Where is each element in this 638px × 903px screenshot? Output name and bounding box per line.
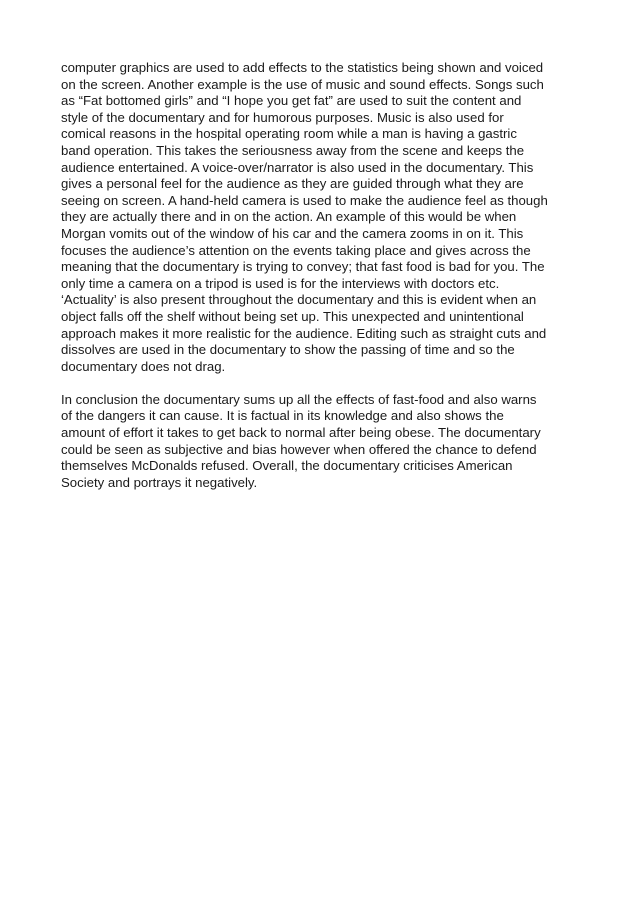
text-line: as “Fat bottomed girls” and “I hope you get fat” are used to suit the content and xyxy=(61,93,522,109)
text-line: ‘Actuality’ is also present throughout the documentary and this is evident when an xyxy=(61,292,537,308)
body-paragraph xyxy=(61,60,591,375)
text-line: In conclusion the documentary sums up all the effects of fast-food and also warns xyxy=(61,391,537,407)
text-line: Society and portrays it negatively. xyxy=(61,474,258,490)
text-line: Morgan vomits out of the window of his car and the camera zooms in on it. This xyxy=(61,225,524,241)
text-line: only time a camera on a tripod is used is for the interviews with doctors etc. xyxy=(61,275,500,291)
text-line: meaning that the documentary is trying to convey; that fast food is bad for you. The xyxy=(61,259,545,275)
paragraph-spacer xyxy=(61,375,591,392)
text-line: gives a personal feel for the audience as they are guided through what they are xyxy=(61,176,524,192)
text-line: dissolves are used in the documentary to show the passing of time and so the xyxy=(61,342,515,358)
text-line: seeing on screen. A hand-held camera is used to make the audience feel as though xyxy=(61,192,548,208)
document-page xyxy=(61,60,591,491)
conclusion-paragraph xyxy=(61,392,591,492)
text-line: themselves McDonalds refused. Overall, the documentary criticises American xyxy=(61,458,513,474)
text-line: could be seen as subjective and bias however when offered the chance to defend xyxy=(61,441,537,457)
text-line: on the screen. Another example is the use of music and sound effects. Songs such xyxy=(61,76,544,92)
text-line: of the dangers it can cause. It is factual in its knowledge and also shows the xyxy=(61,408,504,424)
text-line: computer graphics are used to add effects to the statistics being shown and voiced xyxy=(61,60,544,75)
text-line: style of the documentary and for humorous purposes. Music is also used for xyxy=(61,109,504,125)
text-line: comical reasons in the hospital operating room while a man is having a gastric xyxy=(61,126,517,142)
text-line: documentary does not drag. xyxy=(61,358,226,374)
text-line: approach makes it more realistic for the audience. Editing such as straight cuts and xyxy=(61,325,547,341)
text-line: they are actually there and in on the action. An example of this would be when xyxy=(61,209,517,225)
text-line: amount of effort it takes to get back to normal after being obese. The documentary xyxy=(61,424,541,440)
text-line: focuses the audience’s attention on the events taking place and gives across the xyxy=(61,242,531,258)
text-line: audience entertained. A voice-over/narrator is also used in the documentary. This xyxy=(61,159,534,175)
text-line: object falls off the shelf without being set up. This unexpected and unintentional xyxy=(61,308,524,324)
text-line: band operation. This takes the seriousness away from the scene and keeps the xyxy=(61,142,525,158)
